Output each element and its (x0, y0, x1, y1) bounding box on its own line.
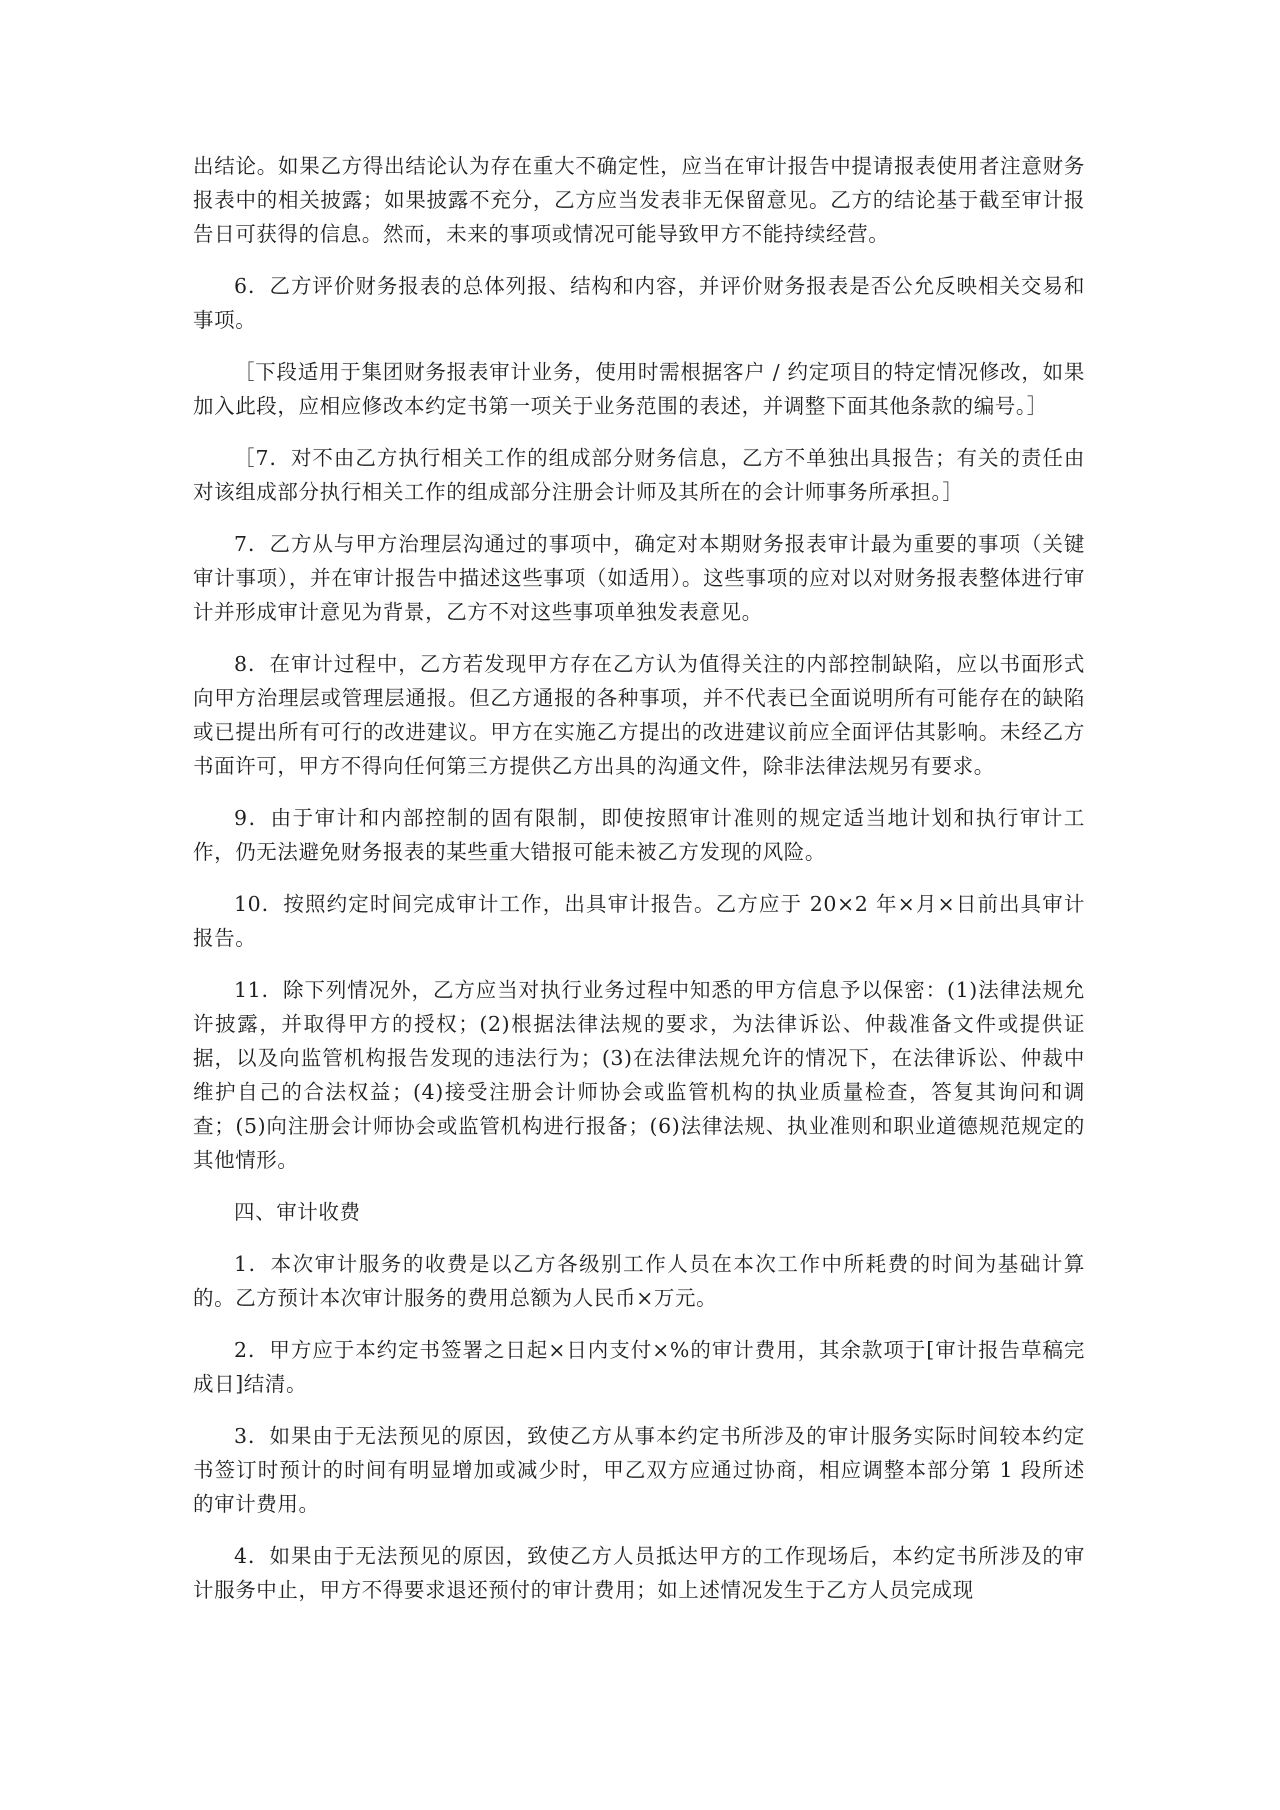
paragraph-fee-item-1: 1．本次审计服务的收费是以乙方各级别工作人员在本次工作中所耗费的时间为基础计算的。乙方预计本次审计服务的费用总额为人民币×万元。 (193, 1252, 1085, 1310)
paragraph-item-11: 11．除下列情况外，乙方应当对执行业务过程中知悉的甲方信息予以保密：(1)法律法规允许披露，并取得甲方的授权；(2)根据法律法规的要求，为法律诉讼、仲裁准备文件或提供证据，以及向监管机构报告发现的违法行为；(3)在法律法规允许的情况下，在法律诉讼、仲裁中维护自己的合法权益；(4)接受注册会计师协会或监管机构的执业质量检查，答复其询问和调查；(5)向注册会计师协会或监管机构进行报备；(6)法律法规、执业准则和职业道德规范规定的其他情形。 (193, 978, 1085, 1172)
paragraph-item-10: 10．按照约定时间完成审计工作，出具审计报告。乙方应于 20×2 年×月×日前出具审计报告。 (193, 892, 1085, 950)
paragraph-fee-item-4: 4．如果由于无法预见的原因，致使乙方人员抵达甲方的工作现场后，本约定书所涉及的审计服务中止，甲方不得要求退还预付的审计费用；如上述情况发生于乙方人员完成现 (193, 1544, 1085, 1602)
paragraph-fee-item-2: 2．甲方应于本约定书签署之日起×日内支付×%的审计费用，其余款项于[审计报告草稿完成日]结清。 (193, 1338, 1085, 1396)
section-heading-audit-fees: 四、审计收费 (234, 1200, 361, 1224)
paragraph-group-audit-note: ［下段适用于集团财务报表审计业务，使用时需根据客户 / 约定项目的特定情况修改，如果加入此段，应相应修改本约定书第一项关于业务范围的表述，并调整下面其他条款的编号。］ (193, 360, 1085, 418)
paragraph-going-concern-conclusion: 出结论。如果乙方得出结论认为存在重大不确定性，应当在审计报告中提请报表使用者注意财务报表中的相关披露；如果披露不充分，乙方应当发表非无保留意见。乙方的结论基于截至审计报告日可获得的信息。然而，未来的事项或情况可能导致甲方不能持续经营。 (193, 154, 1085, 246)
paragraph-item-8: 8．在审计过程中，乙方若发现甲方存在乙方认为值得关注的内部控制缺陷，应以书面形式向甲方治理层或管理层通报。但乙方通报的各种事项，并不代表已全面说明所有可能存在的缺陷或已提出所有可行的改进建议。甲方在实施乙方提出的改进建议前应全面评估其影响。未经乙方书面许可，甲方不得向任何第三方提供乙方出具的沟通文件，除非法律法规另有要求。 (193, 652, 1085, 778)
paragraph-item-7: 7．乙方从与甲方治理层沟通过的事项中，确定对本期财务报表审计最为重要的事项（关键审计事项），并在审计报告中描述这些事项（如适用）。这些事项的应对以对财务报表整体进行审计并形成审计意见为背景，乙方不对这些事项单独发表意见。 (193, 532, 1085, 624)
paragraph-fee-item-3: 3．如果由于无法预见的原因，致使乙方从事本约定书所涉及的审计服务实际时间较本约定书签订时预计的时间有明显增加或减少时，甲乙双方应通过协商，相应调整本部分第 1 段所述的审计费用。 (193, 1424, 1085, 1516)
paragraph-item-7-bracketed: ［7．对不由乙方执行相关工作的组成部分财务信息，乙方不单独出具报告；有关的责任由对该组成部分执行相关工作的组成部分注册会计师及其所在的会计师事务所承担。］ (193, 446, 1085, 504)
paragraph-item-6: 6．乙方评价财务报表的总体列报、结构和内容，并评价财务报表是否公允反映相关交易和事项。 (193, 274, 1085, 332)
document-body (193, 149, 1085, 1625)
paragraph-item-9: 9．由于审计和内部控制的固有限制，即使按照审计准则的规定适当地计划和执行审计工作，仍无法避免财务报表的某些重大错报可能未被乙方发现的风险。 (193, 806, 1085, 864)
